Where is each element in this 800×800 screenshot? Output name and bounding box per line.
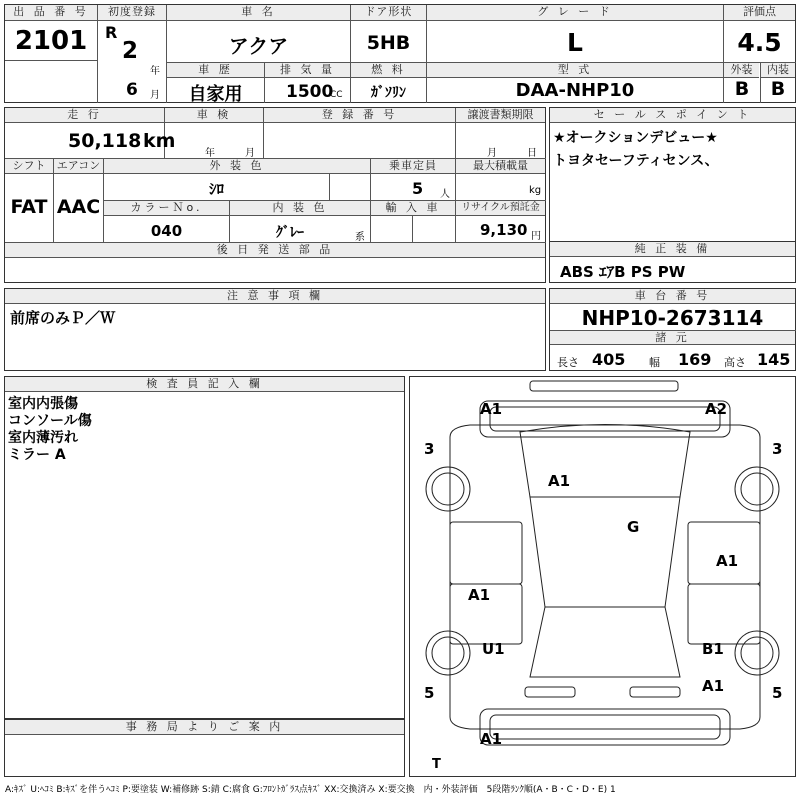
reg-month: 6 <box>126 80 138 100</box>
tire-rear-right: 5 <box>772 684 783 702</box>
sales-point-label: セ ー ル ス ポ イ ン ト <box>550 108 795 123</box>
mileage-label: 走 行 <box>5 108 164 123</box>
color-label: 外 装 色 <box>104 159 370 174</box>
history-label: 車 歴 <box>167 63 264 78</box>
first-reg-label: 初度登録 <box>98 5 166 21</box>
model: DAA-NHP10 <box>515 80 635 101</box>
mark-left-rear-wheel: U1 <box>482 640 505 658</box>
color-no: 040 <box>150 222 183 240</box>
displacement-label: 排 気 量 <box>265 63 350 78</box>
recycle-label: リサイクル預託金 <box>456 201 545 216</box>
legend: A:ｷｽﾞ U:ﾍｺﾐ B:ｷｽﾞを伴うﾍｺﾐ P:要塗装 W:補修跡 S:錆 C:腐食 G:ﾌﾛﾝﾄｶﾞﾗｽ点ｷｽﾞ XX:交換済み X:要交換 内・外装評価 5段階ﾗﾝｸ順(A・B・C・D・E) 1 <box>5 785 616 795</box>
sales-point-line-1: ★オークションデビュー★ <box>553 130 718 146</box>
office-label: 事 務 局 よ り ご 案 内 <box>5 720 404 735</box>
era: R <box>105 23 118 42</box>
int-color: ｸﾞﾚｰ <box>276 225 304 241</box>
recycle: 9,130 <box>480 221 528 239</box>
width: 169 <box>678 350 712 369</box>
transfer-label: 譲渡書類期限 <box>456 108 545 123</box>
transfer-month: 月 <box>487 148 497 159</box>
interior-label: 内装 <box>761 63 795 78</box>
sales-point-line-2: トヨタセーフティセンス、 <box>553 153 719 169</box>
interior-rating: B <box>770 78 786 100</box>
sales-point-block <box>549 107 796 242</box>
ac: AAC <box>56 196 101 218</box>
notes-label: 注 意 事 項 欄 <box>5 289 545 304</box>
mark-glass: G <box>627 518 640 536</box>
reg-year-unit: 年 <box>150 66 160 77</box>
rating: 4.5 <box>737 28 782 57</box>
tire-front-left: 3 <box>424 440 435 458</box>
inspector-line-1: 室内内張傷 <box>8 396 78 412</box>
height: 145 <box>757 350 791 369</box>
recycle-unit: 円 <box>531 231 541 242</box>
mileage-unit: km <box>143 130 176 152</box>
reg-month-unit: 月 <box>150 90 160 101</box>
shift-label: シフト <box>5 159 53 174</box>
displacement-unit: CC <box>330 90 343 100</box>
car-name-label: 車 名 <box>167 5 350 21</box>
import-label: 輸 入 車 <box>371 201 455 216</box>
int-color-label: 内 装 色 <box>230 201 370 216</box>
load-unit: kg <box>529 185 542 196</box>
door-label: ドア形状 <box>351 5 426 21</box>
grade: L <box>567 28 583 57</box>
car-diagram <box>409 376 796 777</box>
inspector-line-3: 室内薄汚れ <box>8 430 78 446</box>
model-label: 型 式 <box>427 63 723 78</box>
history: 自家用 <box>188 84 243 105</box>
equipment-value: ABS ｴｱB PS PW <box>560 263 686 281</box>
inspector-line-2: コンソール傷 <box>8 413 92 429</box>
inspection-year-unit: 年 <box>205 148 215 159</box>
int-color-unit: 系 <box>355 232 365 243</box>
mark-front-right: A2 <box>705 400 728 418</box>
exterior-rating: B <box>734 78 750 100</box>
capacity-unit: 人 <box>440 189 450 200</box>
spec-label: 諸 元 <box>550 331 795 345</box>
equipment-label: 純 正 装 備 <box>550 242 795 257</box>
car-name: アクア <box>228 34 289 58</box>
length-label: 長さ <box>557 356 579 369</box>
load-label: 最大積載量 <box>456 159 545 174</box>
inspector-line-4: ミラー A <box>8 447 66 463</box>
shift: FAT <box>10 196 48 218</box>
inspector-label: 検 査 員 記 入 欄 <box>5 377 404 392</box>
mark-right-rear: A1 <box>702 677 725 695</box>
rating-label: 評価点 <box>724 5 795 21</box>
exterior-label: 外装 <box>724 63 759 78</box>
width-label: 幅 <box>649 356 660 369</box>
color-no-label: カラーＮo. <box>104 201 229 216</box>
fuel: ｶﾞｿﾘﾝ <box>371 85 406 101</box>
door: 5HB <box>366 32 411 54</box>
later-parts-label: 後 日 発 送 部 品 <box>5 243 545 258</box>
mark-rear-bumper: A1 <box>480 730 503 748</box>
color: ｼﾛ <box>208 180 224 198</box>
mark-right-rear-wheel: B1 <box>702 640 724 658</box>
fuel-label: 燃 料 <box>351 63 426 78</box>
lot-no-label: 出 品 番 号 <box>5 5 97 21</box>
chassis-label: 車 台 番 号 <box>550 289 795 304</box>
mileage: 50,118 <box>68 130 142 152</box>
notes-text: 前席のみＰ／Ｗ <box>10 309 116 327</box>
reg-year: 2 <box>122 38 139 64</box>
inspection-label: 車 検 <box>165 108 263 123</box>
mark-front-left: A1 <box>480 400 503 418</box>
mark-left-rear-door: A1 <box>468 586 491 604</box>
capacity-label: 乗車定員 <box>371 159 455 174</box>
tire-spare: T <box>432 757 441 772</box>
tire-rear-left: 5 <box>424 684 435 702</box>
mark-windshield: A1 <box>548 472 571 490</box>
mark-right-front-door: A1 <box>716 552 739 570</box>
lot-no: 2101 <box>14 26 88 56</box>
inspection-month-unit: 月 <box>245 148 255 159</box>
transfer-day: 日 <box>527 148 537 159</box>
displacement: 1500 <box>286 82 334 102</box>
height-label: 高さ <box>724 356 746 369</box>
grade-label: グ レ ー ド <box>427 5 723 21</box>
chassis-number: NHP10-2673114 <box>581 306 764 330</box>
tire-front-right: 3 <box>772 440 783 458</box>
length: 405 <box>592 350 626 369</box>
ac-label: エアコン <box>54 159 103 174</box>
plate-label: 登 録 番 号 <box>264 108 455 123</box>
capacity: 5 <box>412 179 424 198</box>
